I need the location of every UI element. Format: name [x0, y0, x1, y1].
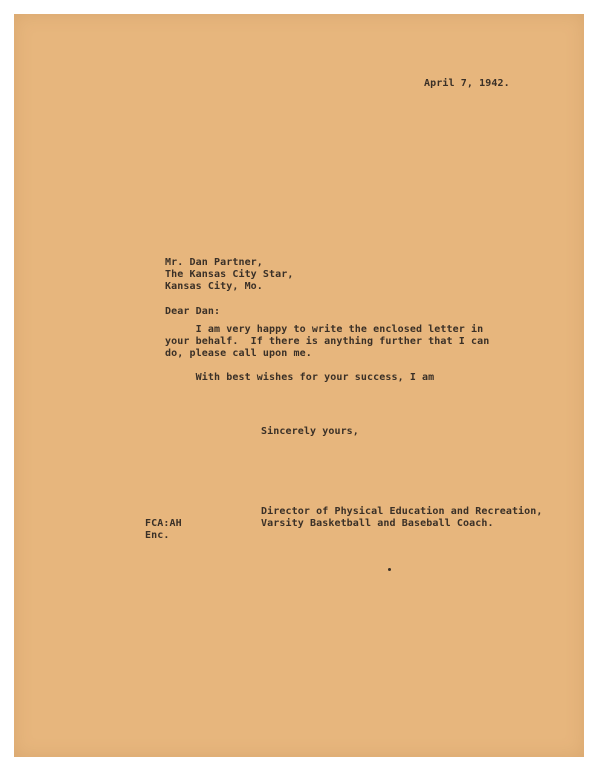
title-line: Varsity Basketball and Baseball Coach.	[261, 518, 494, 529]
reference-initials: FCA:AH	[145, 518, 182, 529]
title-line: Director of Physical Education and Recreation,	[261, 506, 543, 517]
recipient-city: Kansas City, Mo.	[165, 281, 263, 292]
enclosure-note: Enc.	[145, 530, 170, 541]
letter-paper	[14, 14, 584, 757]
closing: Sincerely yours,	[261, 426, 359, 437]
body-line: I am very happy to write the enclosed letter in	[165, 324, 484, 335]
body-paragraph-2: With best wishes for your success, I am	[165, 372, 435, 383]
body-line: do, please call upon me.	[165, 348, 312, 359]
recipient-name: Mr. Dan Partner,	[165, 257, 263, 268]
salutation: Dear Dan:	[165, 306, 221, 317]
recipient-company: The Kansas City Star,	[165, 269, 294, 280]
body-line: your behalf. If there is anything further that I can	[165, 336, 490, 347]
ink-speck	[388, 568, 391, 571]
letter-date: April 7, 1942.	[424, 78, 510, 89]
